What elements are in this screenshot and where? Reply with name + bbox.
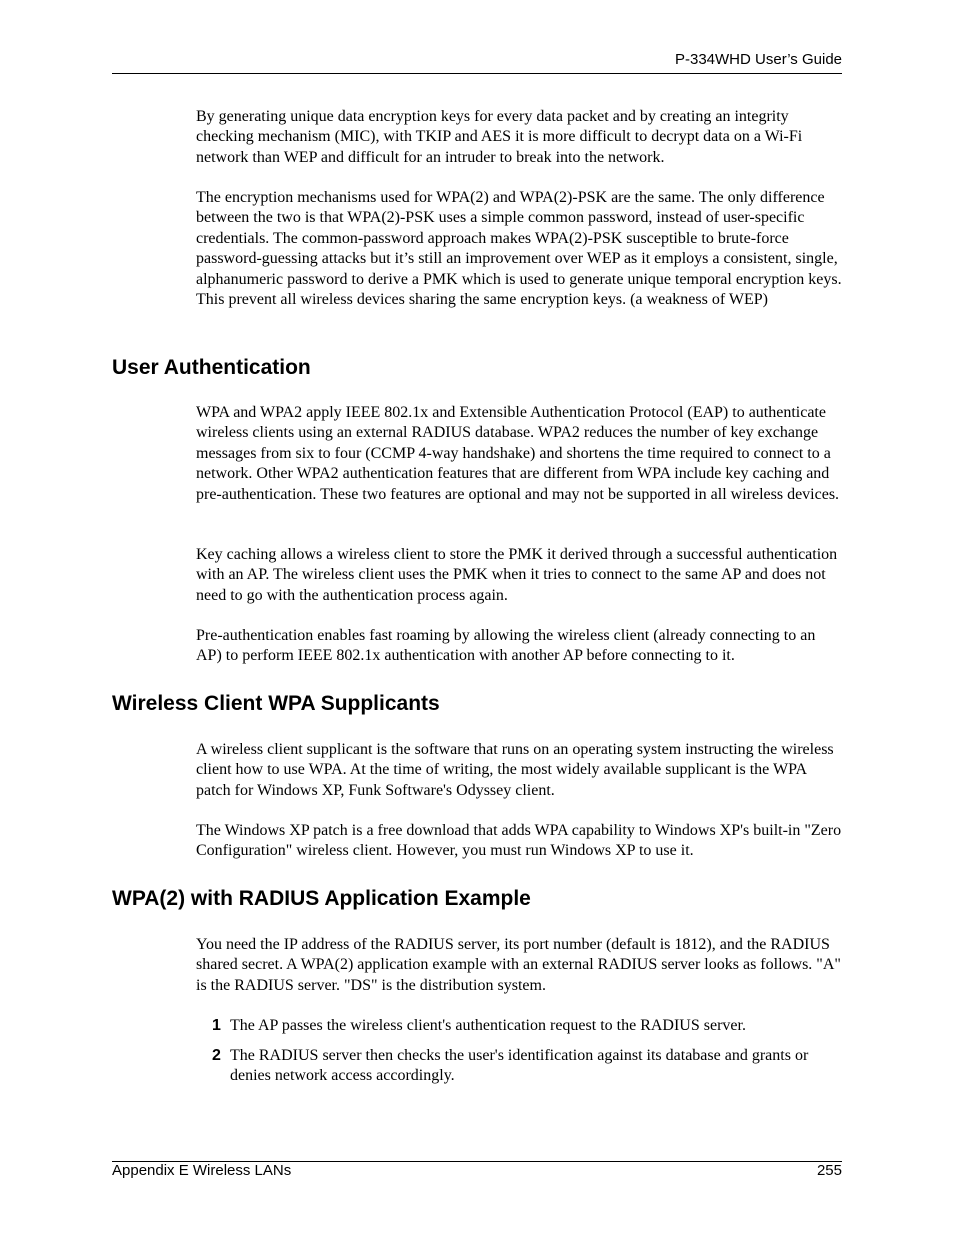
- header-rule: [112, 73, 842, 74]
- heading-wpa-supplicants: Wireless Client WPA Supplicants: [112, 692, 440, 715]
- list-item-text: The RADIUS server then checks the user's identification against its database and grants or denies network access accordingly.: [230, 1047, 809, 1085]
- radius-example-paragraph: You need the IP address of the RADIUS server, its port number (default is 1812), and the RADIUS shared secret. A WPA(2) application example with an external RADIUS server looks as follows. "A" is the RADIUS server. "DS" is the distribution system.: [196, 936, 841, 994]
- user-auth-paragraph-3: Pre-authentication enables fast roaming by allowing the wireless client (already connecting to an AP) to perform IEEE 802.1x authentication with another AP before connecting to it.: [196, 627, 816, 665]
- user-auth-paragraph-1: WPA and WPA2 apply IEEE 802.1x and Extensible Authentication Protocol (EAP) to authenticate wireless clients using an external RADIUS database. WPA2 reduces the number of key exchange messages from six to four (CCMP 4-way handshake) and shortens the time required to connect to a network. Other WPA2 authentication features that are different from WPA include key caching and pre-authentication. These two features are optional and may not be supported in all wireless devices.: [196, 404, 840, 503]
- list-item-number: 2: [212, 1047, 221, 1064]
- footer-section-title: Appendix E Wireless LANs: [112, 1162, 292, 1179]
- heading-user-authentication: User Authentication: [112, 356, 311, 379]
- page-number: 255: [816, 1162, 842, 1179]
- list-item-text: The AP passes the wireless client's authentication request to the RADIUS server.: [230, 1017, 746, 1034]
- list-item-number: 1: [212, 1017, 221, 1034]
- supplicants-paragraph-1: A wireless client supplicant is the software that runs on an operating system instructing the wireless client how to use WPA. At the time of writing, the most widely available supplicant is the WPA patch for Windows XP, Funk Software's Odyssey client.: [196, 741, 834, 799]
- page-header-title: P-334WHD User’s Guide: [675, 51, 842, 68]
- intro-paragraph-1: By generating unique data encryption keys for every data packet and by creating an integrity checking mechanism (MIC), with TKIP and AES it is more difficult to decrypt data on a Wi-Fi network than WEP and difficult for an intruder to break into the network.: [196, 108, 803, 166]
- supplicants-paragraph-2: The Windows XP patch is a free download that adds WPA capability to Windows XP's built-in "Zero Configuration" wireless client. However, you must run Windows XP to use it.: [196, 822, 842, 860]
- heading-radius-example: WPA(2) with RADIUS Application Example: [112, 887, 531, 910]
- intro-paragraph-2: The encryption mechanisms used for WPA(2) and WPA(2)-PSK are the same. The only difference between the two is that WPA(2)-PSK uses a simple common password, instead of user-specific credentials. The common-password approach makes WPA(2)-PSK susceptible to brute-force password-guessing attacks but it’s still an improvement over WEP as it employs a consistent, single, alphanumeric password to derive a PMK which is used to generate unique temporal encryption keys. This prevent all wireless devices sharing the same encryption keys. (a weakness of WEP): [196, 189, 842, 309]
- user-auth-paragraph-2: Key caching allows a wireless client to store the PMK it derived through a successful authentication with an AP. The wireless client uses the PMK when it tries to connect to the same AP and does not need to go with the authentication process again.: [196, 546, 838, 604]
